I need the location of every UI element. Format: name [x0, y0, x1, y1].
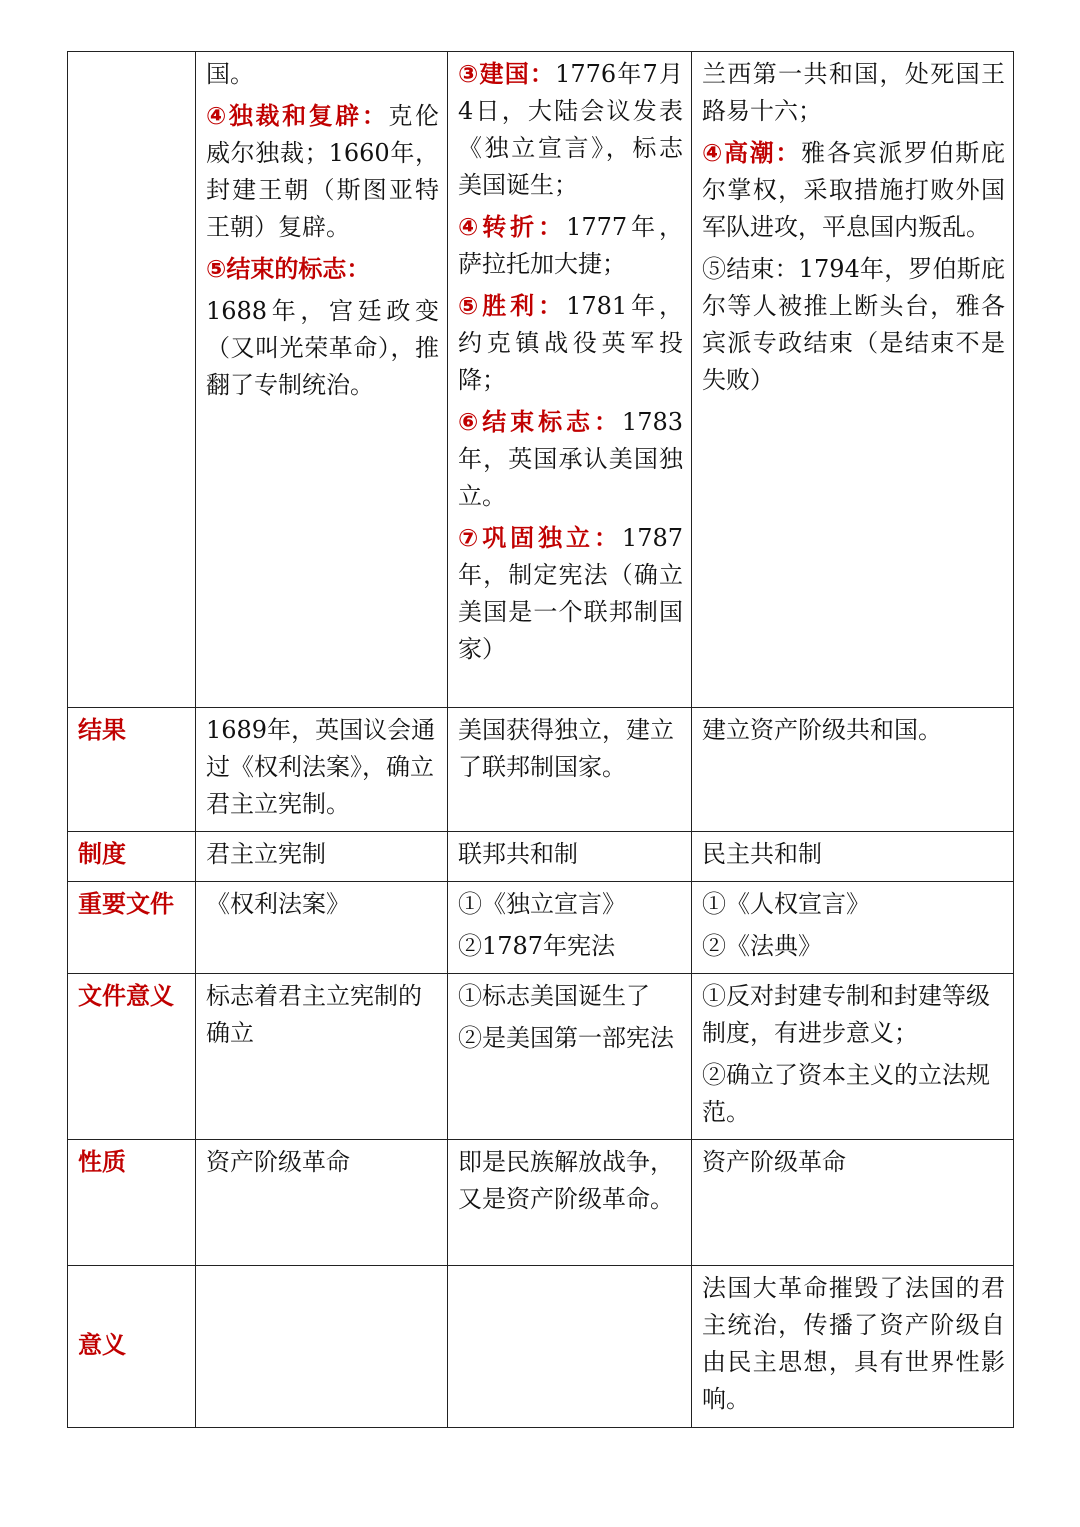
- table-row-doc-meaning: [68, 974, 1014, 1140]
- cell-france-documents: [692, 882, 1014, 974]
- cell-usa-nature: 即是民族解放战争，又是资产阶级革命。: [448, 1140, 692, 1266]
- england-heading-end: ⑤结束的标志：: [206, 255, 371, 283]
- england-text-0: 国。: [206, 60, 254, 88]
- france-meaning-0: ①反对封建专制和封建等级制度，有进步意义；: [702, 982, 990, 1047]
- table-row-system: [68, 832, 1014, 882]
- cell-usa-documents: [448, 882, 692, 974]
- usa-text-victory: 1781年，约克镇战役英军投降；: [458, 292, 684, 394]
- france-text-climax: 雅各宾派罗伯斯庇尔掌权，采取措施打败外国军队进攻，平息国内叛乱。: [702, 139, 1006, 241]
- usa-document-0: ①《独立宣言》: [458, 890, 626, 918]
- cell-england-doc-meaning: [196, 974, 448, 1140]
- usa-heading-turning-point: ④转折：: [458, 213, 567, 241]
- england-text-restoration: 克伦威尔独裁；1660年，封建王朝（斯图亚特王朝）复辟。: [206, 102, 440, 241]
- england-document-0: 《权利法案》: [206, 890, 350, 918]
- usa-text-end: 1783年，英国承认美国独立。: [458, 408, 683, 510]
- usa-heading-consolidation: ⑦巩固独立：: [458, 524, 622, 552]
- france-text-end: ⑤结束：1794年，罗伯斯庇尔等人被推上断头台，雅各宾派专政结束（是结束不是失败）: [702, 255, 1005, 394]
- table-row-result: [68, 708, 1014, 832]
- row-label-nature: 性质: [68, 1140, 196, 1266]
- england-text-end: 1688年，宫廷政变（又叫光荣革命），推翻了专制统治。: [206, 297, 439, 399]
- row-label-doc-meaning: 文件意义: [68, 974, 196, 1140]
- cell-usa-doc-meaning: [448, 974, 692, 1140]
- cell-usa-result: 美国获得独立，建立了联邦制国家。: [448, 708, 692, 832]
- table-row-documents: [68, 882, 1014, 974]
- cell-france-result: 建立资产阶级共和国。: [692, 708, 1014, 832]
- cell-usa-system: 联邦共和制: [448, 832, 692, 882]
- cell-england-significance: [196, 1266, 448, 1428]
- usa-meaning-0: ①标志美国诞生了: [458, 982, 650, 1010]
- table-row-process-continued: [68, 52, 1014, 708]
- cell-france-significance: 法国大革命摧毁了法国的君主统治，传播了资产阶级自由民主思想，具有世界性影响。: [692, 1266, 1014, 1428]
- usa-text-founding: 1776年7月4日，大陆会议发表《独立宣言》，标志美国诞生；: [458, 60, 683, 199]
- cell-england-nature: 资产阶级革命: [196, 1140, 448, 1266]
- row-label-result: 结果: [68, 708, 196, 832]
- usa-heading-end: ⑥结束标志：: [458, 408, 622, 436]
- table-row-nature: [68, 1140, 1014, 1266]
- france-meaning-1: ②确立了资本主义的立法规范。: [702, 1061, 990, 1126]
- table-row-significance: [68, 1266, 1014, 1428]
- cell-france-system: 民主共和制: [692, 832, 1014, 882]
- usa-heading-victory: ⑤胜利：: [458, 292, 567, 320]
- row-label-documents: 重要文件: [68, 882, 196, 974]
- usa-text-consolidation: 1787年，制定宪法（确立美国是一个联邦制国家）: [458, 524, 683, 663]
- england-heading-restoration: ④独裁和复辟：: [206, 102, 389, 130]
- france-document-1: ②《法典》: [702, 932, 822, 960]
- england-meaning-0: 标志着君主立宪制的确立: [206, 982, 422, 1047]
- cell-england-documents: [196, 882, 448, 974]
- france-text-republic: 兰西第一共和国，处死国王路易十六；: [702, 60, 1005, 125]
- cell-usa-significance: [448, 1266, 692, 1428]
- usa-heading-founding: ③建国：: [458, 60, 556, 88]
- france-document-0: ①《人权宣言》: [702, 890, 870, 918]
- usa-meaning-1: ②是美国第一部宪法: [458, 1024, 674, 1052]
- cell-england-system: 君主立宪制: [196, 832, 448, 882]
- usa-document-1: ②1787年宪法: [458, 932, 616, 960]
- cell-france-doc-meaning: [692, 974, 1014, 1140]
- cell-england-result: 1689年，英国议会通过《权利法案》，确立君主立宪制。: [196, 708, 448, 832]
- cell-france-process: [692, 52, 1014, 708]
- france-heading-climax: ④高潮：: [702, 139, 802, 167]
- row-label-significance: 意义: [68, 1266, 196, 1428]
- row-label-system: 制度: [68, 832, 196, 882]
- revolution-comparison-table: [67, 51, 1014, 1428]
- cell-france-nature: 资产阶级革命: [692, 1140, 1014, 1266]
- usa-text-turning-point: 1777年，萨拉托加大捷；: [458, 213, 684, 278]
- row-label-empty: [68, 52, 196, 708]
- cell-england-process: [196, 52, 448, 708]
- cell-usa-process: [448, 52, 692, 708]
